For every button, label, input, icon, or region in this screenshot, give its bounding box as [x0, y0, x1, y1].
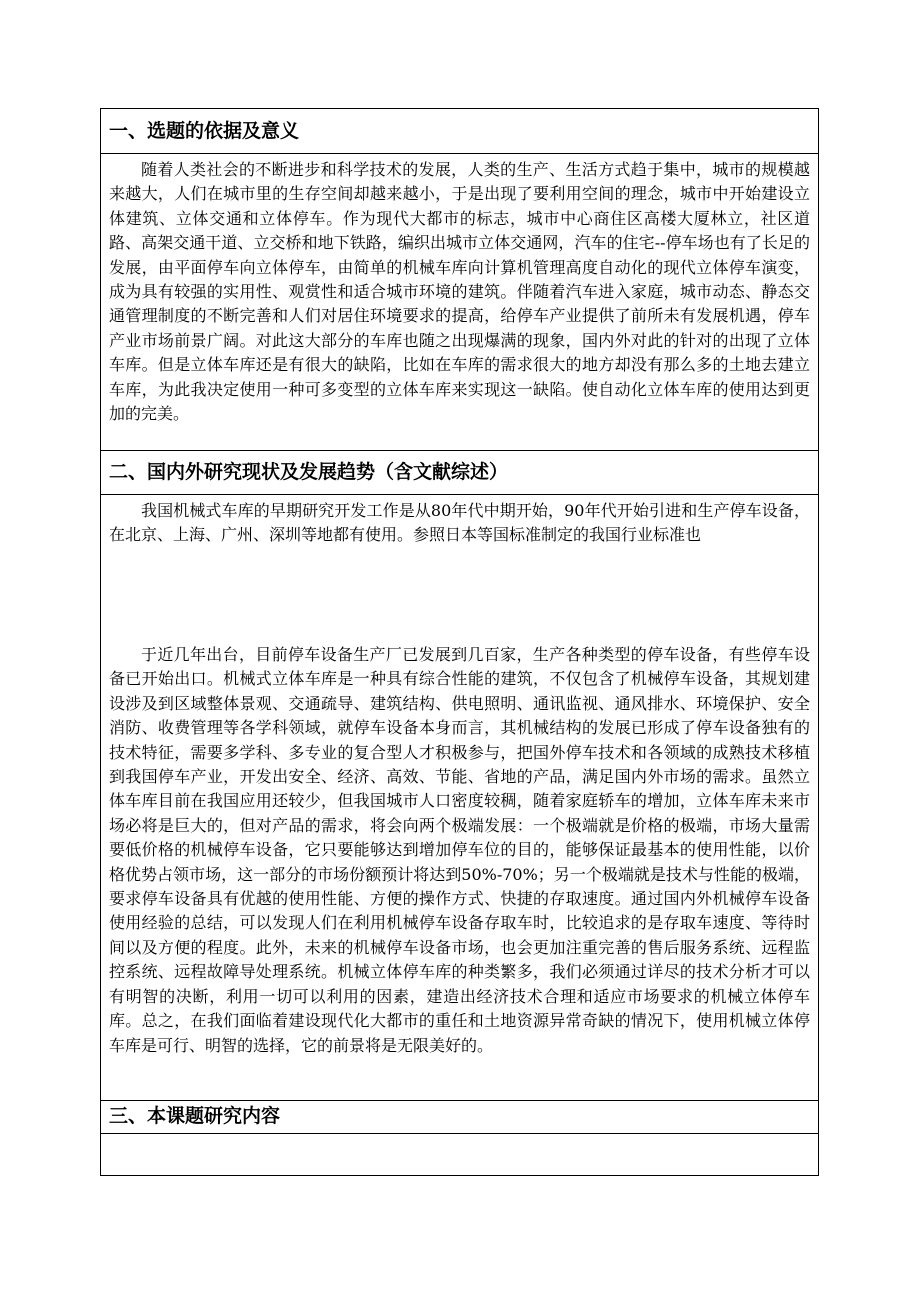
section-divider	[101, 1100, 818, 1101]
section-divider	[101, 450, 818, 451]
section-heading-research-content: 三、本课题研究内容	[109, 1105, 281, 1127]
section-body-research-status-part1: 我国机械式车库的早期研究开发工作是从80年代中期开始，90年代开始引进和生产停车设备，在北京、上海、广州、深圳等地都有使用。参照日本等国标准制定的我国行业标准也	[109, 501, 810, 545]
proposal-form-table	[100, 108, 819, 1176]
section-body-research-status-part2: 于近几年出台，目前停车设备生产厂已发展到几百家，生产各种类型的停车设备，有些停车设备已开始出口。机械式立体车库是一种具有综合性能的建筑，不仅包含了机械停车设备，其规划建设涉及到区域整体景观、交通疏导、建筑结构、供电照明、通讯监视、通风排水、环境保护、安全消防、收费管理等各学科领域，就停车设备本身而言，其机械结构的发展已形成了停车设备独有的技术特征，需要多学科、多专业的复合型人才积极参与，把国外停车技术和各领域的成熟技术移植到我国停车产业，开发出安全、经济、高效、节能、省地的产品，满足国内外市场的需求。虽然立体车库目前在我国应用还较少，但我国城市人口密度较稠，随着家庭轿车的增加，立体车库未来市场必将是巨大的，但对产品的需求，将会向两个极端发展：一个极端就是价格的极端，市场大量需要低价格的机械停车设备，它只要能够达到增加停车位的目的，能够保证最基本的使用性能，以价格优势占领市场，这一部分的市场份额预计将达到50%-70%；另一个极端就是技术与性能的极端，要求停车设备具有优越的使用性能、方便的操作方式、快捷的存取速度。通过国内外机械停车设备使用经验的总结，可以发现人们在利用机械停车设备存取车时，比较追求的是存取车速度、等待时间以及方便的程度。此外，未来的机械停车设备市场，也会更加注重完善的售后服务系统、远程监控系统、远程故障导处理系统。机械立体停车库的种类繁多，我们必须通过详尽的技术分析才可以有明智的决断，利用一切可以利用的因素，建造出经济技术合理和适应市场要求的机械立体停车库。总之，在我们面临着建设现代化大都市的重任和土地资源异常奇缺的情况下，使用机械立体停车库是可行、明智的选择，它的前景将是无限美好的。	[109, 645, 810, 1055]
heading-divider	[101, 494, 818, 495]
heading-divider	[101, 153, 818, 154]
section-body-basis: 随着人类社会的不断进步和科学技术的发展，人类的生产、生活方式趋于集中，城市的规模越来越大，人们在城市里的生存空间却越来越小，于是出现了要利用空间的理念，城市中开始建设立体建筑、立体交通和立体停车。作为现代大都市的标志，城市中心商住区高楼大厦林立，社区道路、高架交通干道、立交桥和地下铁路，编织出城市立体交通网，汽车的住宅--停车场也有了长足的发展，由平面停车向立体停车，由简单的机械车库向计算机管理高度自动化的现代立体停车演变，成为具有较强的实用性、观赏性和适合城市环境的建筑。伴随着汽车进入家庭，城市动态、静态交通管理制度的不断完善和人们对居住环境要求的提高，给停车产业提供了前所未有发展机遇，停车产业市场前景广阔。对此这大部分的车库也随之出现爆满的现象，国内外对此的针对的出现了立体车库。但是立体车库还是有很大的缺陷，比如在车库的需求很大的地方却没有那么多的土地去建立车库，为此我决定使用一种可多变型的立体车库来实现这一缺陷。使自动化立体车库的使用达到更加的完美。	[109, 160, 810, 424]
section-heading-research-status: 二、国内外研究现状及发展趋势（含文献综述）	[109, 461, 509, 483]
section-body-research-content	[101, 1134, 818, 1174]
section-heading-basis: 一、选题的依据及意义	[109, 120, 300, 142]
